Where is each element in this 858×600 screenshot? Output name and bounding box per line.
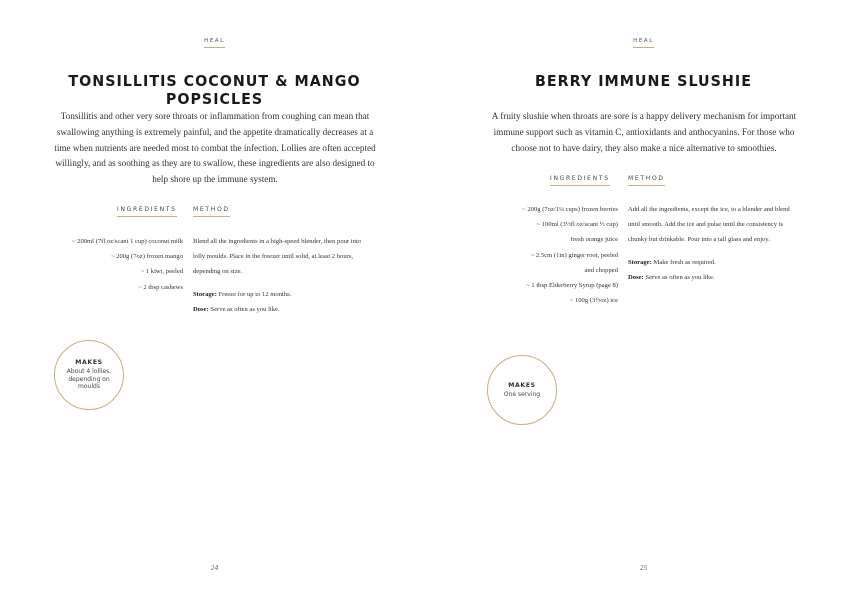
ingredient-item: ~ 200g (7oz/1¼ cups) frozen berries	[522, 206, 618, 213]
ingredient-item: ~ 2 tbsp cashews	[138, 283, 183, 291]
method-text: Blend all the ingredients in a high-speed blender, then pour into lolly moulds. Place in the freezer until solid, at least 2 hours, depending on size.	[193, 238, 362, 276]
ingredients-list	[0, 234, 183, 295]
ingredient-item: ~ 100ml (3½fl oz/scant ½ cup)	[536, 221, 618, 229]
storage-line	[193, 287, 365, 302]
section-tag-label: HEAL	[204, 38, 225, 48]
ingredients-heading: INGREDIENTS	[117, 206, 177, 217]
dose-text: Serve as often as you like.	[643, 273, 715, 281]
dose-line	[628, 270, 800, 285]
storage-label: Storage:	[628, 258, 652, 266]
method-block	[193, 234, 365, 317]
section-tag	[0, 38, 429, 48]
ingredient-item: ~ 1 tbsp Elderberry Syrup (page 8)	[526, 282, 618, 290]
ingredients-list	[458, 202, 618, 308]
storage-line	[628, 255, 800, 270]
ingredient-item: ~ 2.5cm (1in) ginger root, peeled	[530, 251, 618, 259]
page-number: 25	[639, 563, 648, 572]
method-block	[628, 202, 800, 285]
ingredient-item: ~ 200ml (7fl oz/scant 1 cup) coconut milk	[71, 238, 183, 245]
ingredients-heading: INGREDIENTS	[550, 175, 610, 186]
page-number: 24	[210, 563, 219, 572]
recipe-title: TONSILLITIS COCONUT & MANGO POPSICLES	[68, 72, 361, 108]
ingredient-item: fresh orange juice	[570, 236, 618, 244]
ingredient-item: ~ 1 kiwi, peeled	[140, 268, 183, 276]
dose-label: Dose:	[193, 305, 209, 313]
makes-text: About 4 lollies, depending on moulds	[66, 368, 112, 391]
makes-label: MAKES	[75, 359, 103, 367]
dose-text: Serve as often as you like.	[208, 305, 280, 313]
ingredient-item: and chopped	[584, 266, 618, 274]
section-tag-label: HEAL	[633, 38, 654, 48]
dose-label: Dose:	[628, 273, 644, 281]
storage-text: Make fresh as required.	[651, 258, 716, 266]
method-heading: METHOD	[628, 175, 665, 186]
makes-badge	[54, 340, 124, 410]
dose-line	[193, 302, 365, 317]
storage-text: Freeze for up to 12 months.	[216, 290, 292, 298]
recipe-title: BERRY IMMUNE SLUSHIE	[535, 72, 752, 90]
recipe-intro: A fruity slushie when throats are sore is a happy delivery mechanism for important immune support such as vitamin C, antioxidants and anthocyanins. For those who choose not to have dairy, they also make a nice alternative to smoothies.	[491, 111, 797, 153]
recipe-intro: Tonsillitis and other very sore throats or inflammation from coughing can mean that swallowing anything is extremely painful, and the appetite dramatically decreases at a time when nutrients are needed most to combat the infection. Lollies are often accepted willingly, and as soothing as they are to swallow, these ingredients are also designed to help shore up the immune system.	[54, 111, 376, 185]
makes-text: One serving	[503, 390, 541, 398]
ingredient-item: ~ 200g (7oz) frozen mango	[110, 253, 183, 261]
section-tag	[429, 38, 858, 48]
makes-badge	[487, 355, 557, 425]
right-page	[429, 0, 858, 600]
method-text: Add all the ingredients, except the ice, to a blender and blend until smooth. Add the ice and pulse until the consistency is chunky but drinkable. Pour into a tall glass and enjoy.	[628, 206, 790, 244]
ingredient-item: ~ 100g (3½oz) ice	[569, 297, 618, 305]
method-heading: METHOD	[193, 206, 230, 217]
storage-label: Storage:	[193, 290, 217, 298]
makes-label: MAKES	[508, 381, 536, 389]
